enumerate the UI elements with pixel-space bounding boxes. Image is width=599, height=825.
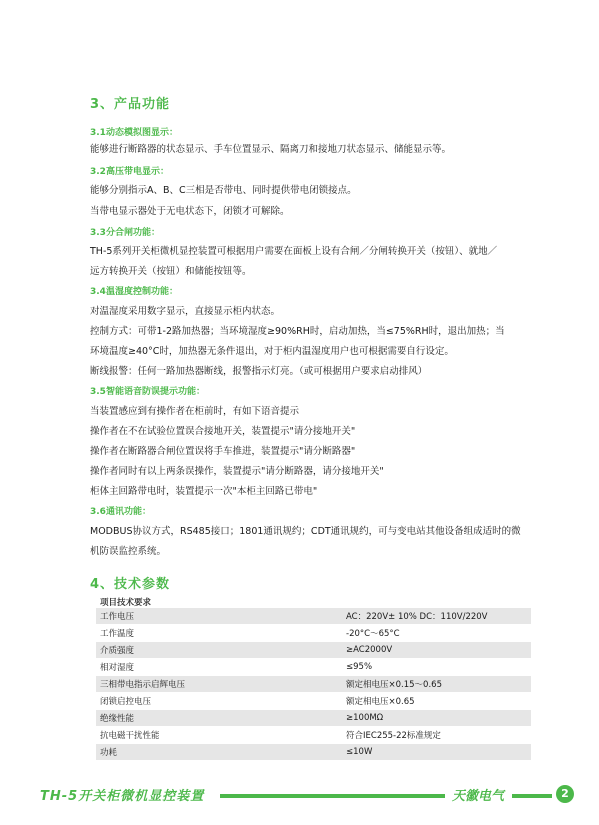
tech-params-table (96, 608, 531, 761)
text-line: 操作者在不在试验位置误合接地开关，装置提示"请分接地开关" (90, 426, 356, 437)
text-line: 机防误监控系统。 (90, 546, 167, 557)
param-value: ≤10W (342, 744, 531, 761)
table-row (96, 659, 531, 676)
footer-product-name: TH-5开关柜微机显控装置 (40, 789, 205, 804)
param-value: -20°C～65°C (342, 625, 531, 642)
subsection-3-5-heading: 3.5智能语音防误提示功能： (90, 387, 205, 397)
param-name: 抗电磁干扰性能 (96, 727, 342, 744)
text-line: TH-5系列开关柜微机显控装置可根据用户需要在面板上设有合闸／分闸转换开关（按钮）、就地／ (90, 246, 498, 257)
text-line: 操作者在断路器合闸位置误将手车推进，装置提示"请分断路器" (90, 446, 356, 457)
table-row (96, 727, 531, 744)
page-footer (0, 783, 599, 805)
param-value: ≥AC2000V (342, 642, 531, 659)
section-4-title: 4、技术参数 (90, 577, 171, 592)
param-value: ≥100MΩ (342, 710, 531, 727)
text-line: 控制方式：可带1-2路加热器；当环境湿度≥90%RH时，启动加热，当≤75%RH时，退出加热；当 (90, 326, 505, 337)
param-name: 闭锁启控电压 (96, 693, 342, 710)
table-row (96, 608, 531, 625)
text-line: 操作者同时有以上两条误操作，装置提示"请分断路器，请分接地开关" (90, 466, 384, 477)
footer-divider (512, 794, 552, 798)
table-row (96, 710, 531, 727)
subsection-3-6-heading: 3.6通讯功能： (90, 507, 151, 517)
table-row (96, 625, 531, 642)
text-line: 远方转换开关（按钮）和储能按钮等。 (90, 266, 252, 277)
subsection-3-2-heading: 3.2高压带电显示： (90, 167, 169, 177)
param-name: 相对湿度 (96, 659, 342, 676)
subsection-3-3-heading: 3.3分合闸功能： (90, 228, 160, 238)
param-value: ≤95% (342, 659, 531, 676)
table-row (96, 693, 531, 710)
param-name: 介质强度 (96, 642, 342, 659)
text-line: 当装置感应到有操作者在柜前时，有如下语音提示 (90, 406, 300, 417)
text-line: 能够进行断路器的状态显示、手车位置显示、隔离刀和接地刀状态显示、储能显示等。 (90, 144, 452, 155)
param-name: 功耗 (96, 744, 342, 761)
footer-brand-name: 天徽电气 (452, 789, 505, 804)
param-value: 符合IEC255-22标准规定 (342, 727, 531, 744)
param-value: AC：220V± 10% DC：110V/220V (342, 608, 531, 625)
subsection-3-1-heading: 3.1动态模拟图显示： (90, 128, 178, 138)
text-line: 能够分别指示A、B、C三相是否带电、同时提供带电闭锁接点。 (90, 185, 357, 196)
page-number-badge: 2 (556, 785, 574, 803)
subsection-3-4-heading: 3.4温湿度控制功能： (90, 287, 178, 297)
text-line: 环境温度≥40°C时，加热器无条件退出，对于柜内温湿度用户也可根据需要自行设定。 (90, 346, 454, 357)
param-value: 额定相电压×0.15～0.65 (342, 676, 531, 693)
text-line: 当带电显示器处于无电状态下，闭锁才可解除。 (90, 206, 290, 217)
text-line: 断线报警：任何一路加热器断线，报警指示灯亮。（或可根据用户要求启动排风） (90, 366, 428, 377)
section-3-title: 3、产品功能 (90, 97, 171, 112)
text-line: 对温湿度采用数字显示，直接显示柜内状态。 (90, 306, 281, 317)
param-value: 额定相电压×0.65 (342, 693, 531, 710)
param-name: 三相带电指示启辉电压 (96, 676, 342, 693)
param-name: 工作温度 (96, 625, 342, 642)
param-name: 绝缘性能 (96, 710, 342, 727)
footer-divider (220, 794, 445, 798)
text-line: MODBUS协议方式，RS485接口；1801通讯规约；CDT通讯规约，可与变电站其他设备组成适时的微 (90, 526, 521, 537)
table-row (96, 676, 531, 693)
table-caption: 项目技术要求 (100, 598, 152, 608)
table-row (96, 744, 531, 761)
table-row (96, 642, 531, 659)
param-name: 工作电压 (96, 608, 342, 625)
text-line: 柜体主回路带电时，装置提示一次"本柜主回路已带电" (90, 486, 318, 497)
